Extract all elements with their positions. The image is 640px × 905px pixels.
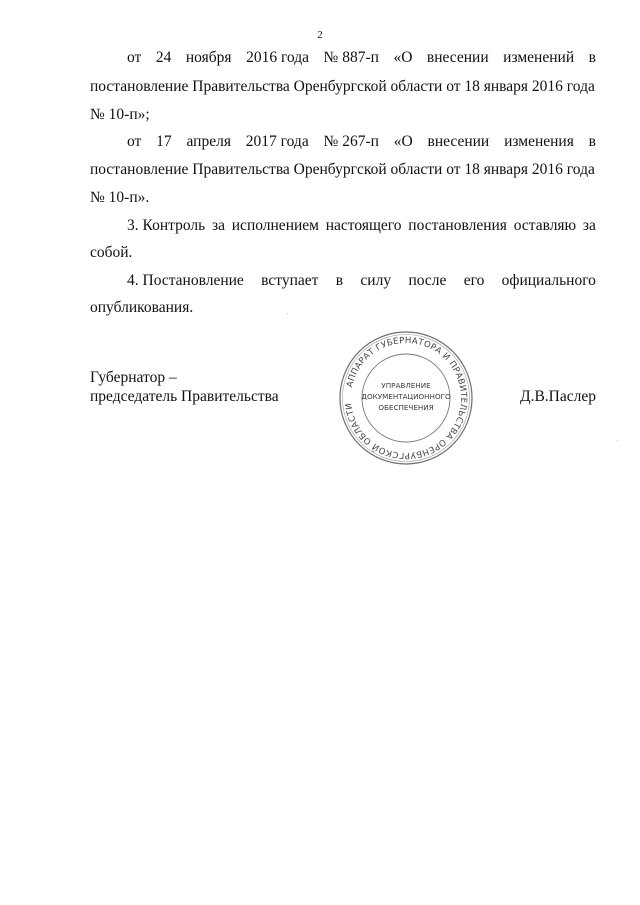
amendment-item-1-line-1 xyxy=(90,47,596,69)
word: 3. Контроль xyxy=(127,217,206,234)
stamp-center-line-1: УПРАВЛЕНИЕ xyxy=(381,381,431,390)
amendment-item-1-line-3: № 10-п»; xyxy=(90,106,150,123)
word: ноября xyxy=(185,49,232,66)
stamp-center-line-2: ДОКУМЕНТАЦИОННОГО xyxy=(361,392,451,401)
word: апреля xyxy=(186,133,231,150)
word: в xyxy=(588,49,596,66)
word: «О xyxy=(393,49,413,66)
word: 4. Постановление xyxy=(127,272,244,289)
word: в xyxy=(588,133,596,150)
amendment-item-1-line-2: постановление Правительства Оренбургской области от 18 января 2016 года xyxy=(90,78,595,95)
word: изменений xyxy=(503,49,575,66)
clause-3-line-2: собой. xyxy=(90,244,133,261)
document-body xyxy=(90,47,596,317)
signatory-name: Д.В.Паслер xyxy=(520,388,596,405)
stamp-ring-text-path: АППАРАТ ГУБЕРНАТОРА И ПРАВИТЕЛЬСТВА ОРЕНБУРГСКОЙ ОБЛАСТИ xyxy=(344,335,469,461)
word: постановления xyxy=(408,217,507,234)
official-stamp xyxy=(338,330,474,466)
word: 2016 года xyxy=(246,49,309,66)
word: внесении xyxy=(427,133,490,150)
amendment-item-2-line-2: постановление Правительства Оренбургской области от 18 января 2016 года xyxy=(90,161,595,178)
word: 24 xyxy=(155,49,172,66)
word: 2017 года xyxy=(245,133,309,150)
clause-3-line-1 xyxy=(90,215,596,237)
word: от xyxy=(127,133,142,150)
word: «О xyxy=(393,133,413,150)
word: 17 xyxy=(156,133,172,150)
word: после xyxy=(408,272,447,289)
stamp-graphic xyxy=(338,330,474,466)
amendment-item-2-line-1 xyxy=(90,131,596,153)
word: официального xyxy=(501,272,596,289)
word: за xyxy=(211,217,225,234)
word: внесении xyxy=(426,49,489,66)
signatory-title-line-2: председатель Правительства xyxy=(90,388,279,405)
clause-4-line-1 xyxy=(90,270,596,292)
word: № 887-п xyxy=(323,49,379,66)
word: № 267-п xyxy=(323,133,379,150)
word: его xyxy=(463,272,485,289)
word: за xyxy=(582,217,596,234)
signatory-title xyxy=(90,368,279,406)
word: в xyxy=(335,272,344,289)
clause-4-line-2: опубликования. xyxy=(90,299,194,316)
word: силу xyxy=(360,272,392,289)
scan-speck xyxy=(617,440,618,441)
page-number: 2 xyxy=(317,29,323,41)
word: от xyxy=(127,49,142,66)
word: исполнением xyxy=(231,217,319,234)
signatory-title-line-1: Губернатор – xyxy=(90,369,177,386)
word: оставляю xyxy=(513,217,577,234)
word: настоящего xyxy=(325,217,402,234)
scan-speck xyxy=(287,313,288,314)
amendment-item-2-line-3: № 10-п». xyxy=(90,189,150,206)
stamp-center-line-3: ОБЕСПЕЧЕНИЯ xyxy=(378,403,434,412)
word: изменения xyxy=(504,133,574,150)
word: вступает xyxy=(261,272,319,289)
